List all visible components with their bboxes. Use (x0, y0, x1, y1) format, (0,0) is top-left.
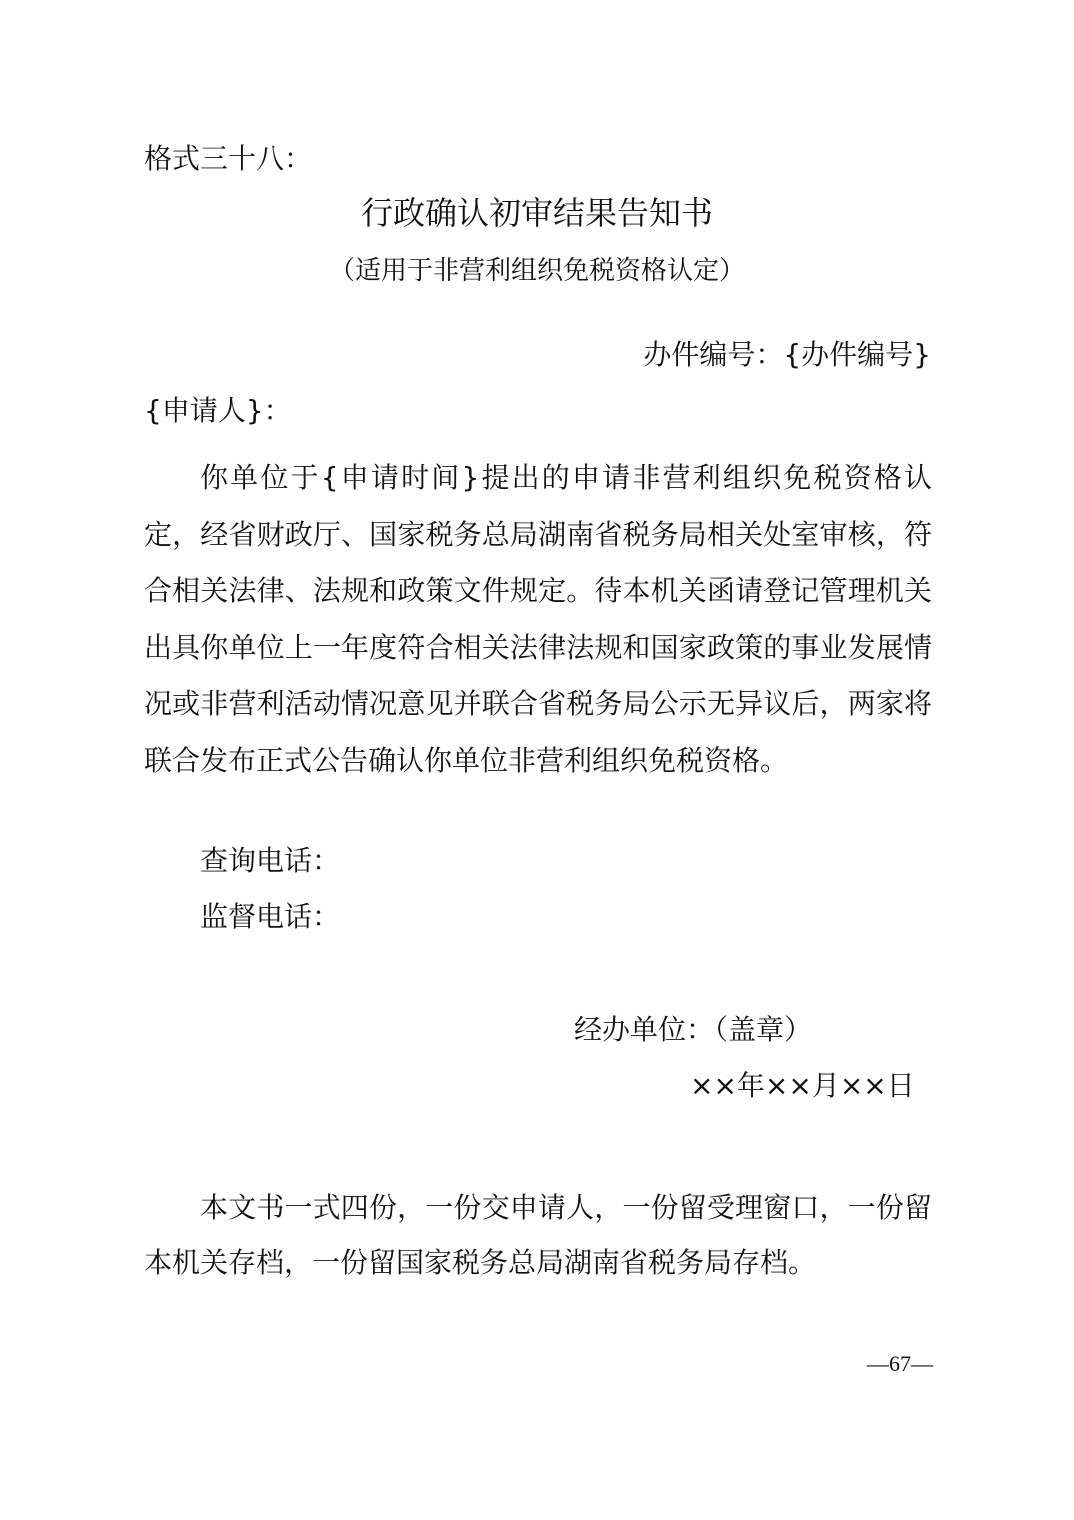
format-label: 格式三十八： (144, 142, 313, 175)
handling-unit: 经办单位：（盖章） (574, 1013, 813, 1046)
page-number: —67— (867, 1351, 933, 1376)
document-title: 行政确认初审结果告知书 (360, 194, 713, 232)
applicant-salutation: {申请人}： (144, 394, 292, 427)
document-subtitle: （适用于非营利组织免税资格认定） (328, 256, 745, 286)
supervision-phone-label: 监督电话： (200, 900, 341, 933)
body-paragraph: 你单位于{申请时间}提出的申请非营利组织免税资格认定，经省财政厅、国家税务总局湖南省税务局相关处室审核，符合相关法律、法规和政策文件规定。待本机关函请登记管理机关出具你单位上一年度符合相关法律法规和国家政策的事业发展情况或非营利活动情况意见并联合省税务局公示无异议后，两家将联合发布正式公告确认你单位非营利组织免税资格。 (144, 461, 932, 777)
query-phone-label: 查询电话： (200, 844, 341, 877)
case-number: 办件编号：{办件编号} (643, 338, 931, 371)
document-date: ××年××月××日 (690, 1069, 915, 1102)
copies-note: 本文书一式四份，一份交申请人，一份留受理窗口，一份留本机关存档，一份留国家税务总局湖南省税务局存档。 (144, 1191, 932, 1279)
